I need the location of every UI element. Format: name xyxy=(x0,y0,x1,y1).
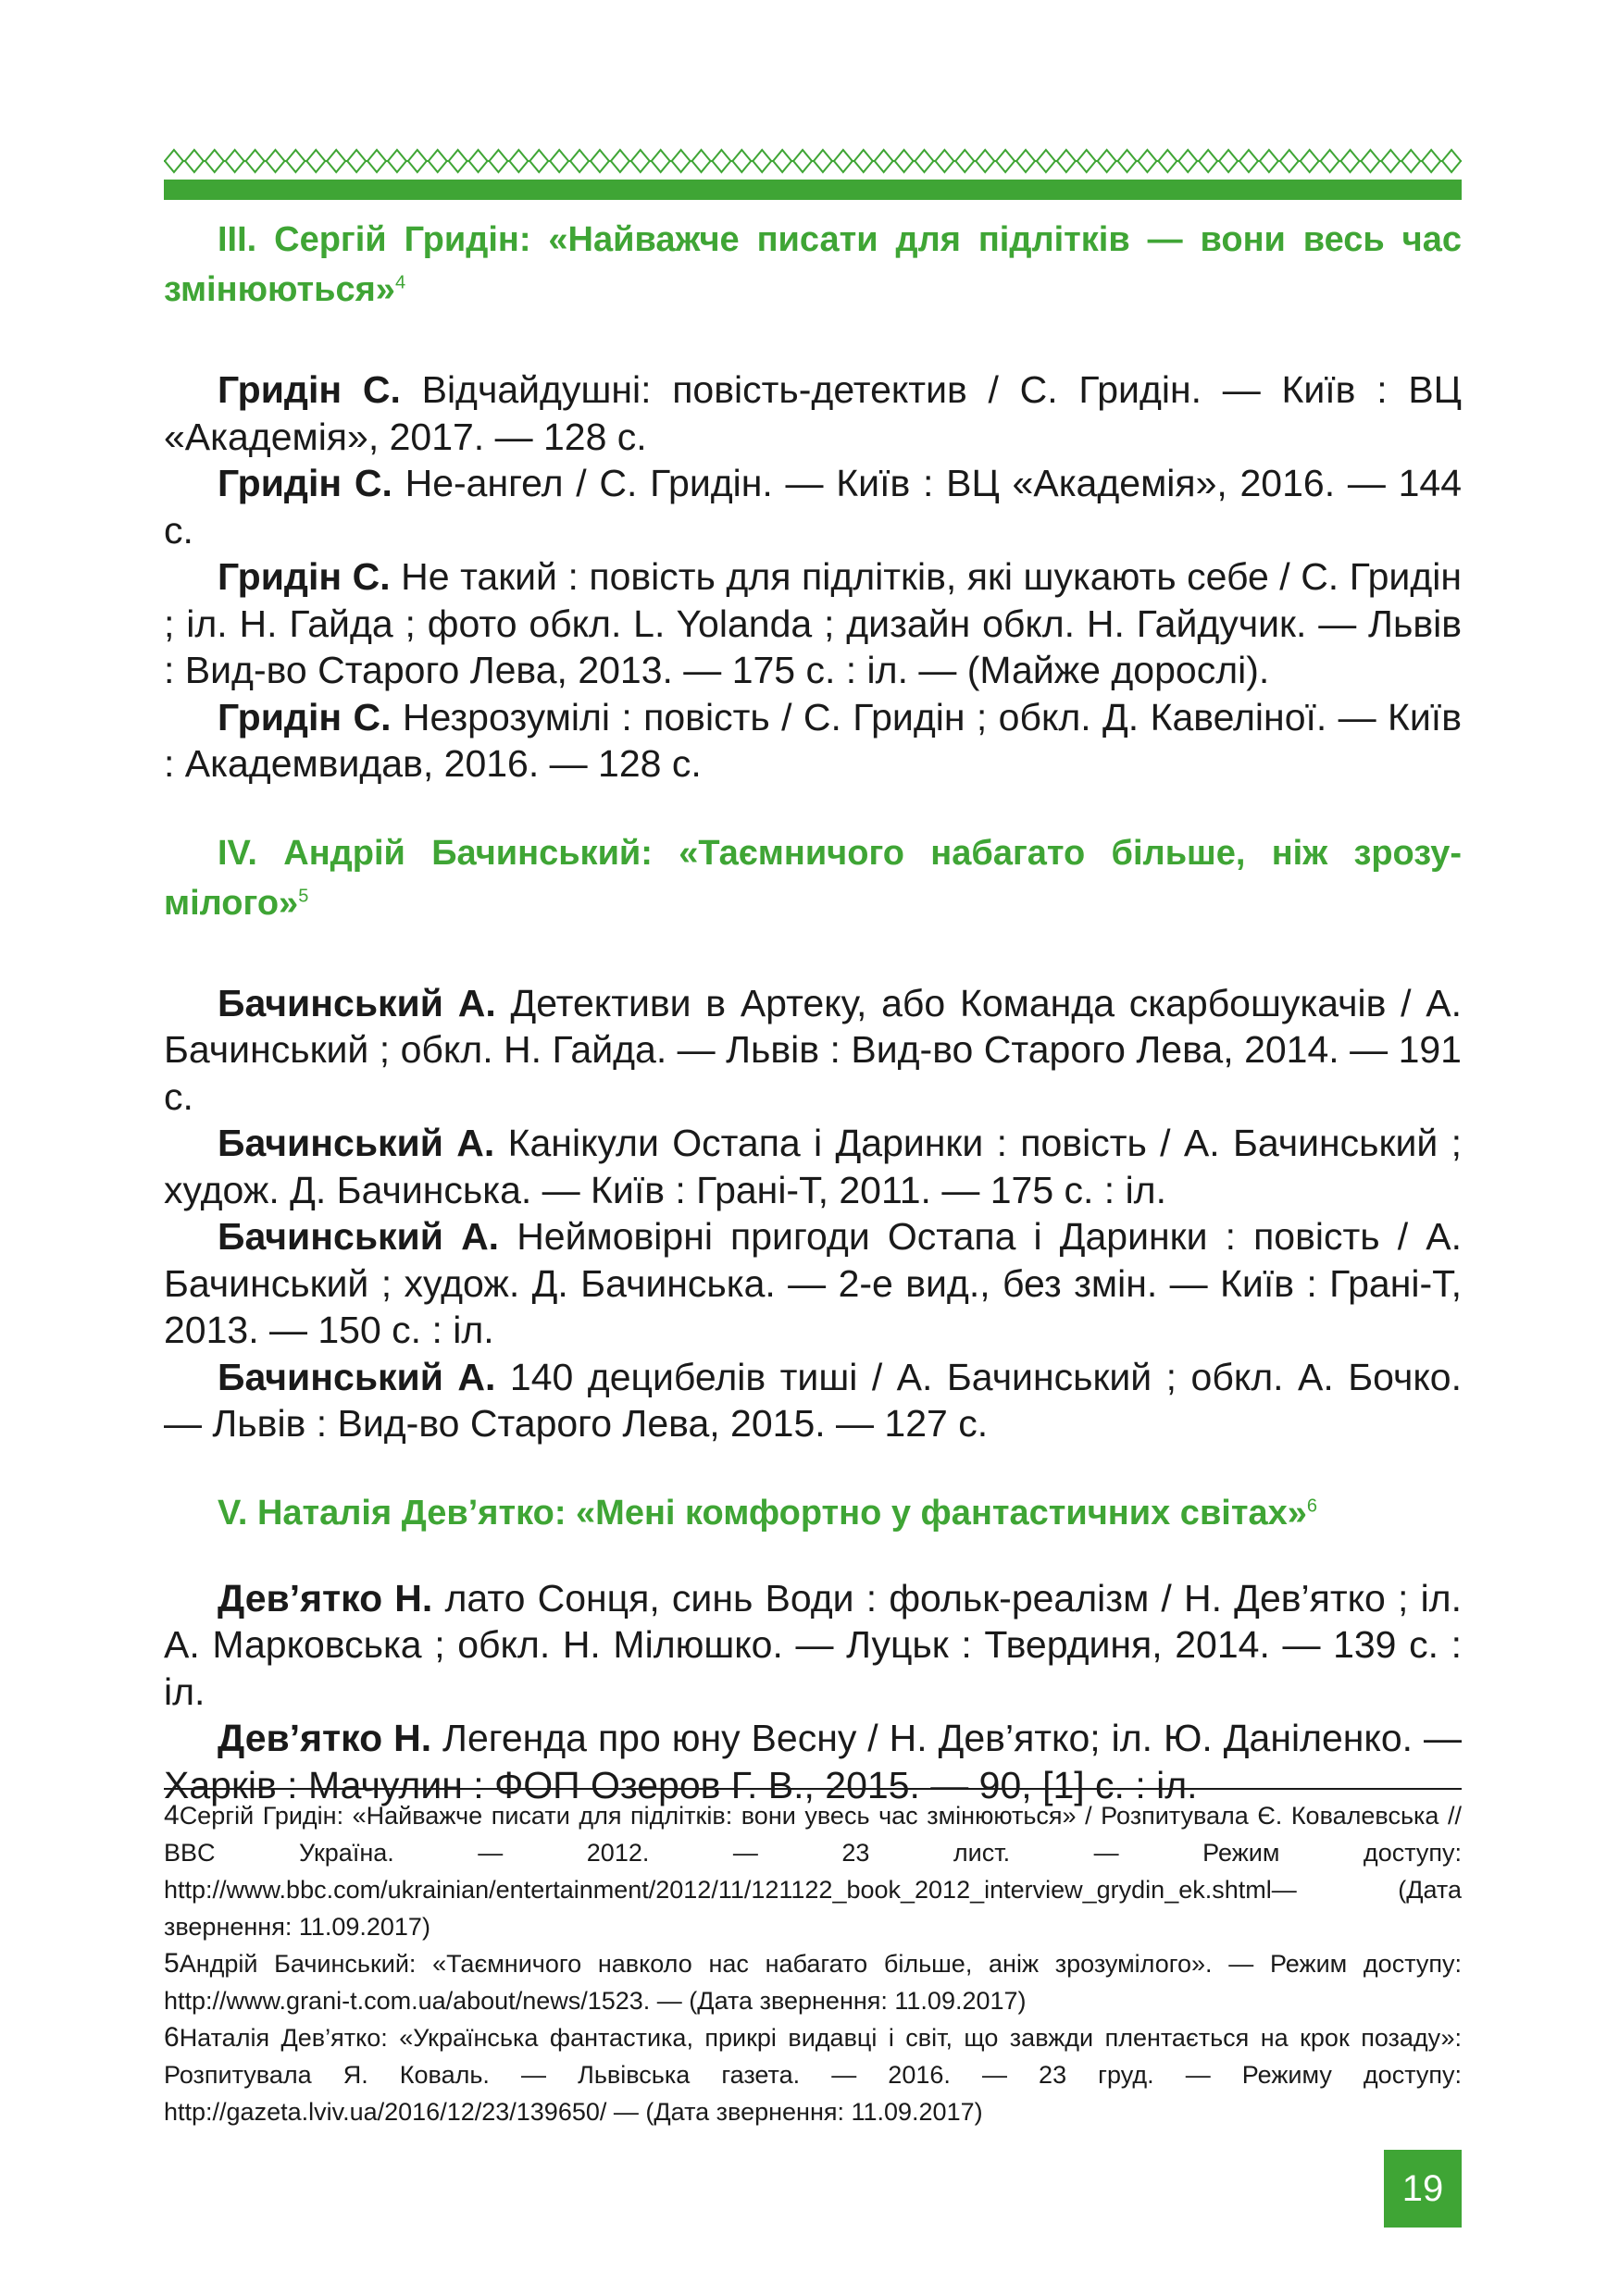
entry-text: Детективи в Артеку, або Команда скарбошукачів / А. Бачинський ; обкл. Н. Гайда. — Львів : Вид-во Старого Лева, 2014. — 191 с. xyxy=(164,981,1462,1118)
entry-text: Не-ангел / С. Гридін. — Київ : ВЦ «Академія», 2016. — 144 с. xyxy=(164,462,1462,552)
footnotes xyxy=(164,1788,1462,2130)
ornament-diamond xyxy=(955,150,974,172)
ornament-diamond xyxy=(1442,150,1461,172)
bibliography-entry xyxy=(164,460,1462,553)
ornament-diamond xyxy=(712,150,730,172)
bibliography-entry xyxy=(164,1575,1462,1716)
entry-text: Відчайдушні: повість-детектив / С. Гридін. — Київ : ВЦ «Академія», 2017. — 128 с. xyxy=(164,368,1462,458)
ornament-diamond xyxy=(631,150,650,172)
ornament-diamond xyxy=(773,150,791,172)
ornament-diamond xyxy=(1239,150,1258,172)
entry-text: Не такий : повість для підлітків, які шукають себе / С. Гридін ; іл. Н. Гайда ; фото обкл. L. Yolanda ; дизайн обкл. Н. Гайдучик. — Львів : Вид-во Старого Лева, 2013. — 175 с. : іл. — (Майже дорослі). xyxy=(164,555,1462,691)
footnote xyxy=(164,2019,1462,2130)
ornament-diamond xyxy=(854,150,873,172)
entry-author: Бачинський А. xyxy=(218,1215,500,1258)
footnote-text: Наталія Дев’ятко: «Українська фантастика, прикрі видавці і світ, що завжди плентається на крок позаду»: Розпитувала Я. Коваль. — Львівська газета. — 2016. — 23 груд. — Режиму доступу: http://gazeta.lviv.ua/2016/12/23/139650/ — (Дата звернення: 11.09.2017) xyxy=(164,2024,1462,2126)
entry-text: Незрозумілі : повість / С. Гридін ; обкл. Д. Кавеліної. — Київ : Академвидав, 2016. — 128 с. xyxy=(164,695,1462,785)
footnote-number: 4 xyxy=(164,1800,180,1831)
ornament-diamond xyxy=(1016,150,1035,172)
entry-author: Дев’ятко Н. xyxy=(218,1576,433,1620)
diamond-border-ornament xyxy=(164,145,1462,177)
ornament-diamond xyxy=(1301,150,1319,172)
bibliography-entry xyxy=(164,1213,1462,1354)
entry-author: Гридін С. xyxy=(218,462,392,504)
footnote-ref: 4 xyxy=(394,272,406,293)
ornament-diamond xyxy=(429,150,447,172)
ornament-diamond xyxy=(1219,150,1238,172)
ornament-diamond xyxy=(732,150,751,172)
section-title: III. Сергій Гридін: «Найважче писати для підлітків — вони весь час змінюються»$^4$ xyxy=(164,220,1462,309)
ornament-diamond xyxy=(915,150,934,172)
ornament-diamond xyxy=(1077,150,1096,172)
ornament-diamond xyxy=(246,150,265,172)
entry-text: Неймовірні пригоди Остапа і Даринки : повість / А. Бачинський ; худож. Д. Бачинська. — 2-е вид., без змін. — Київ : Грані-Т, 2013. — 150 с. : іл. xyxy=(164,1215,1462,1351)
ornament-diamond xyxy=(347,150,366,172)
ornament-diamond xyxy=(1158,150,1177,172)
ornament-diamond xyxy=(895,150,914,172)
ornament-diamond xyxy=(1118,150,1137,172)
ornament-diamond xyxy=(1199,150,1217,172)
ornament-diamond xyxy=(1098,150,1116,172)
entry-text: Легенда про юну Весну / Н. Дев’ятко; іл. Ю. Даніленко. — Харків : Мачулин : ФОП Озеров Г. В., 2015. — 90, [1] с. : іл. xyxy=(164,1717,1462,1806)
ornament-diamond xyxy=(652,150,670,172)
ornament-diamond xyxy=(1178,150,1197,172)
entry-author: Бачинський А. xyxy=(218,981,496,1024)
ornament-diamond xyxy=(550,150,568,172)
ornament-diamond xyxy=(226,150,244,172)
ornament-diamond xyxy=(1341,150,1360,172)
ornament-diamond xyxy=(205,150,224,172)
bibliography-entry xyxy=(164,1120,1462,1213)
ornament-diamond xyxy=(1381,150,1400,172)
footnote-number: 6 xyxy=(164,2022,180,2053)
ornament-diamond xyxy=(388,150,406,172)
section-5 xyxy=(164,1488,1462,1809)
ornament-diamond xyxy=(1057,150,1076,172)
ornament-diamond xyxy=(1422,150,1440,172)
footnote xyxy=(164,1797,1462,1945)
ornament-diamond xyxy=(1321,150,1339,172)
ornament-diamond xyxy=(591,150,609,172)
ornament-diamond xyxy=(529,150,548,172)
ornament-diamond xyxy=(1280,150,1299,172)
ornament-diamond xyxy=(1037,150,1055,172)
footnote-number: 5 xyxy=(164,1948,180,1979)
ornament-diamond xyxy=(449,150,467,172)
ornament-diamond xyxy=(570,150,589,172)
bibliography-entry xyxy=(164,980,1462,1121)
footnote-text: Андрій Бачинський: «Таємничого навколо нас набагато більше, аніж зрозумілого». — Режим доступу: http://www.grani-t.com.ua/about/news/1523. — (Дата звернення: 11.09.2017) xyxy=(164,1950,1462,2015)
green-header-bar xyxy=(164,180,1462,200)
ornament-diamond xyxy=(875,150,893,172)
footnote-ref: 6 xyxy=(1306,1495,1317,1516)
entry-text: 140 децибелів тиші / А. Бачинський ; обкл. А. Бочко. — Львів : Вид-во Старого Лева, 2015. — 127 с. xyxy=(164,1355,1462,1445)
ornament-diamond xyxy=(367,150,386,172)
ornament-diamond xyxy=(1361,150,1379,172)
ornament-diamond xyxy=(1401,150,1420,172)
ornament-diamond xyxy=(976,150,994,172)
entry-text: Канікули Остапа і Даринки : повість / А. Бачинський ; худож. Д. Бачинська. — Київ : Грані-Т, 2011. — 175 с. : іл. xyxy=(164,1122,1462,1211)
section-title: V. Наталія Дев’ятко: «Мені комфортно у фантастичних світах»$^6$ xyxy=(218,1493,1317,1533)
entry-text: лато Сонця, синь Води : фольк-реалізм / Н. Дев’ятко ; іл. А. Марковська ; обкл. Н. Мілюшко. — Луцьк : Твердиня, 2014. — 139 с. : іл. xyxy=(164,1576,1462,1713)
section-title: IV. Андрій Бачинський: «Таємничого набагато більше, ніж зрозумілого»$^5$ xyxy=(164,833,1462,923)
ornament-diamond xyxy=(935,150,953,172)
entry-author: Бачинський А. xyxy=(218,1122,495,1164)
entry-author: Гридін С. xyxy=(218,695,392,738)
ornament-diamond xyxy=(306,150,325,172)
ornament-diamond xyxy=(327,150,345,172)
ornament-diamond xyxy=(267,150,285,172)
ornament-diamond xyxy=(814,150,832,172)
page-number: 19 xyxy=(1384,2150,1462,2228)
ornament-diamond xyxy=(490,150,508,172)
entry-author: Гридін С. xyxy=(218,555,391,598)
main-content xyxy=(164,215,1462,1808)
ornament-diamond xyxy=(185,150,204,172)
ornament-diamond xyxy=(1260,150,1278,172)
entry-author: Гридін С. xyxy=(218,368,401,411)
ornament-diamond xyxy=(408,150,427,172)
bibliography-entry xyxy=(164,1354,1462,1447)
ornament-diamond xyxy=(793,150,812,172)
ornament-diamond xyxy=(834,150,853,172)
footnote-ref: 5 xyxy=(298,885,309,906)
entry-author: Бачинський А. xyxy=(218,1355,496,1398)
page-header-ornament xyxy=(164,145,1462,200)
ornament-diamond xyxy=(611,150,629,172)
ornament-diamond xyxy=(672,150,691,172)
footnote xyxy=(164,1945,1462,2019)
section-3 xyxy=(164,215,1462,788)
ornament-diamond xyxy=(509,150,528,172)
ornament-diamond xyxy=(1139,150,1157,172)
footnote-text: Сергій Гридін: «Найважче писати для підлітків: вони увесь час змінюються» / Розпитувала Є. Ковалевська // BBC Україна. — 2012. — 23 лист. — Режим доступу: http://www.bbc.com/ukrainian/entertainment/2012/11/121122_book_2012_interview_grydin_ek.shtml— (Дата звернення: 11.09.2017) xyxy=(164,1802,1462,1941)
ornament-diamond xyxy=(286,150,305,172)
entry-author: Дев’ятко Н. xyxy=(218,1717,432,1759)
ornament-diamond xyxy=(165,150,183,172)
section-4 xyxy=(164,828,1462,1447)
ornament-diamond xyxy=(753,150,771,172)
ornament-diamond xyxy=(469,150,488,172)
ornament-diamond xyxy=(996,150,1015,172)
bibliography-entry xyxy=(164,694,1462,788)
ornament-diamond xyxy=(692,150,711,172)
bibliography-entry xyxy=(164,366,1462,460)
bibliography-entry xyxy=(164,553,1462,694)
